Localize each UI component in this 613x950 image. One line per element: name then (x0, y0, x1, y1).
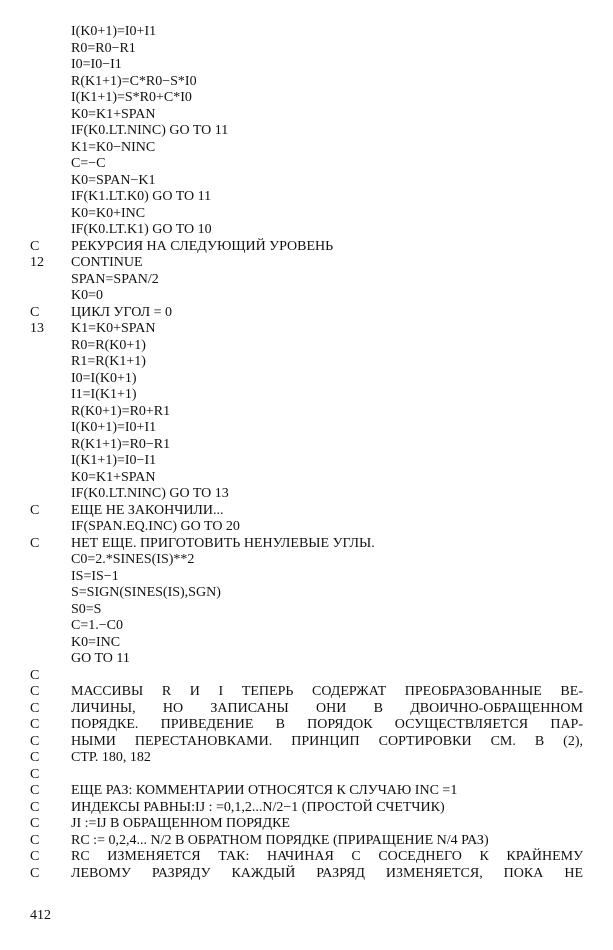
line-text: K0=K1+SPAN (71, 469, 156, 485)
code-line (0, 569, 613, 586)
code-line (0, 404, 613, 421)
code-line (0, 866, 613, 883)
line-text: R(K0+1)=R0+R1 (71, 403, 171, 419)
line-text: CONTINUE (71, 255, 143, 270)
line-text: K0=K1+SPAN (71, 106, 156, 122)
line-label: C (30, 717, 40, 732)
code-line (0, 272, 613, 289)
line-text: IF(SPAN.EQ.INC) GO TO 20 (71, 519, 240, 534)
code-line (0, 57, 613, 74)
code-line (0, 635, 613, 652)
code-line (0, 552, 613, 569)
code-line (0, 470, 613, 487)
code-line (0, 189, 613, 206)
code-line (0, 536, 613, 553)
code-line (0, 371, 613, 388)
line-text: K0=SPAN−K1 (71, 172, 156, 188)
line-label: C (30, 700, 40, 716)
fortran-listing (0, 24, 613, 882)
line-text: НЕТ ЕЩЕ. ПРИГОТОВИТЬ НЕНУЛЕВЫЕ УГЛЫ. (71, 535, 375, 551)
line-text: I(K1+1)=I0−I1 (71, 453, 157, 468)
code-line (0, 338, 613, 355)
line-text: GO TO 11 (71, 651, 130, 666)
code-line (0, 668, 613, 685)
line-text: I0=I(K0+1) (71, 370, 137, 386)
line-label: C (30, 849, 40, 864)
line-label: C (30, 304, 40, 320)
line-text: ЛЕВОМУ РАЗРЯДУ КАЖДЫЙ РАЗРЯД ИЗМЕНЯЕТСЯ, ПОКА НЕ (71, 865, 583, 881)
line-text: RC ИЗМЕНЯЕТСЯ ТАК: НАЧИНАЯ С СОСЕДНЕГО К КРАЙНЕМУ (71, 849, 583, 864)
code-line (0, 41, 613, 58)
code-line (0, 800, 613, 817)
line-text: СТР. 180, 182 (71, 750, 151, 765)
line-text: I1=I(K1+1) (71, 387, 137, 402)
line-text: R(K1+1)=C*R0−S*I0 (71, 73, 197, 89)
line-text: S=SIGN(SINES(IS),SGN) (71, 585, 221, 600)
code-line (0, 107, 613, 124)
line-text: IF(K1.LT.K0) GO TO 11 (71, 189, 212, 204)
line-text: R1=R(K1+1) (71, 354, 146, 369)
page-number: 412 (30, 908, 51, 923)
line-text: R(K1+1)=R0−R1 (71, 436, 171, 452)
line-label: C (30, 502, 40, 518)
line-text: R0=R(K0+1) (71, 337, 146, 353)
code-line (0, 767, 613, 784)
line-label: C (30, 238, 40, 254)
code-line (0, 503, 613, 520)
code-line (0, 585, 613, 602)
code-line (0, 222, 613, 239)
code-line (0, 206, 613, 223)
line-text: ЦИКЛ УГОЛ = 0 (71, 304, 173, 320)
code-line (0, 651, 613, 668)
line-label: C (30, 535, 40, 551)
line-label: C (30, 684, 40, 699)
code-line (0, 74, 613, 91)
line-text: K1=K0+SPAN (71, 321, 156, 336)
line-label: C (30, 865, 40, 881)
line-text: ИНДЕКСЫ РАВНЫ:IJ : =0,1,2...N/2−1 (ПРОСТОЙ СЧЕТЧИК) (71, 799, 445, 815)
code-line (0, 173, 613, 190)
code-line (0, 140, 613, 157)
code-line (0, 24, 613, 41)
code-line (0, 255, 613, 272)
line-text: МАССИВЫ R И I ТЕПЕРЬ СОДЕРЖАТ ПРЕОБРАЗОВАННЫЕ ВЕ- (71, 684, 583, 699)
line-text: K0=K0+INC (71, 205, 146, 221)
line-label: C (30, 783, 40, 798)
code-line (0, 833, 613, 850)
line-text: ЕЩЕ РАЗ: КОММЕНТАРИИ ОТНОСЯТСЯ К СЛУЧАЮ INC =1 (71, 783, 458, 798)
code-line (0, 486, 613, 503)
line-text: R0=R0−R1 (71, 40, 136, 56)
line-text: K1=K0−NINC (71, 139, 156, 155)
line-text: I(K0+1)=I0+I1 (71, 420, 157, 435)
line-text: РЕКУРСИЯ НА СЛЕДУЮЩИЙ УРОВЕНЬ (71, 238, 334, 254)
code-line (0, 90, 613, 107)
code-line (0, 783, 613, 800)
code-line (0, 156, 613, 173)
code-line (0, 750, 613, 767)
line-label: C (30, 733, 40, 749)
line-text: K0=INC (71, 634, 121, 650)
line-text: C=−C (71, 156, 106, 171)
line-label: 13 (30, 321, 44, 336)
line-text: IF(K0.LT.NINC) GO TO 13 (71, 486, 229, 501)
code-line (0, 849, 613, 866)
line-text: НЫМИ ПЕРЕСТАНОВКАМИ. ПРИНЦИП СОРТИРОВКИ СМ. В (2), (71, 733, 583, 749)
code-line (0, 305, 613, 322)
line-text: IS=IS−1 (71, 568, 119, 584)
line-text: SPAN=SPAN/2 (71, 271, 159, 287)
line-text: ЕЩЕ НЕ ЗАКОНЧИЛИ... (71, 502, 224, 518)
code-line (0, 701, 613, 718)
code-line (0, 602, 613, 619)
code-line (0, 239, 613, 256)
line-text: C=1.−C0 (71, 618, 123, 633)
code-line (0, 387, 613, 404)
line-text: K0=0 (71, 288, 104, 303)
line-label: C (30, 799, 40, 815)
line-text: I(K0+1)=I0+I1 (71, 24, 157, 39)
code-line (0, 816, 613, 833)
line-text: I(K1+1)=S*R0+C*I0 (71, 90, 192, 105)
code-line (0, 354, 613, 371)
line-label: 12 (30, 255, 44, 270)
code-line (0, 453, 613, 470)
line-label: C (30, 667, 40, 683)
line-text: S0=S (71, 601, 102, 617)
code-line (0, 437, 613, 454)
code-line (0, 734, 613, 751)
line-text: ПОРЯДКЕ. ПРИВЕДЕНИЕ В ПОРЯДОК ОСУЩЕСТВЛЯЕТСЯ ПАР- (71, 717, 583, 732)
line-text: ЛИЧИНЫ, НО ЗАПИСАНЫ ОНИ В ДВОИЧНО-ОБРАЩЕННОМ (71, 700, 583, 716)
line-label: C (30, 750, 40, 765)
code-line (0, 321, 613, 338)
code-line (0, 123, 613, 140)
code-line (0, 717, 613, 734)
line-text: RC := 0,2,4... N/2 В ОБРАТНОМ ПОРЯДКЕ (ПРИРАЩЕНИЕ N/4 РАЗ) (71, 832, 489, 848)
line-label: C (30, 816, 40, 831)
line-label: C (30, 832, 40, 848)
code-line (0, 288, 613, 305)
line-text: I0=I0−I1 (71, 57, 122, 72)
line-text: JI :=IJ В ОБРАЩЕННОМ ПОРЯДКЕ (71, 816, 290, 831)
code-line (0, 420, 613, 437)
line-text: IF(K0.LT.K1) GO TO 10 (71, 222, 212, 237)
code-line (0, 684, 613, 701)
code-line (0, 519, 613, 536)
line-label: C (30, 766, 40, 782)
line-text: IF(K0.LT.NINC) GO TO 11 (71, 123, 229, 138)
code-line (0, 618, 613, 635)
line-text: C0=2.*SINES(IS)**2 (71, 552, 195, 567)
